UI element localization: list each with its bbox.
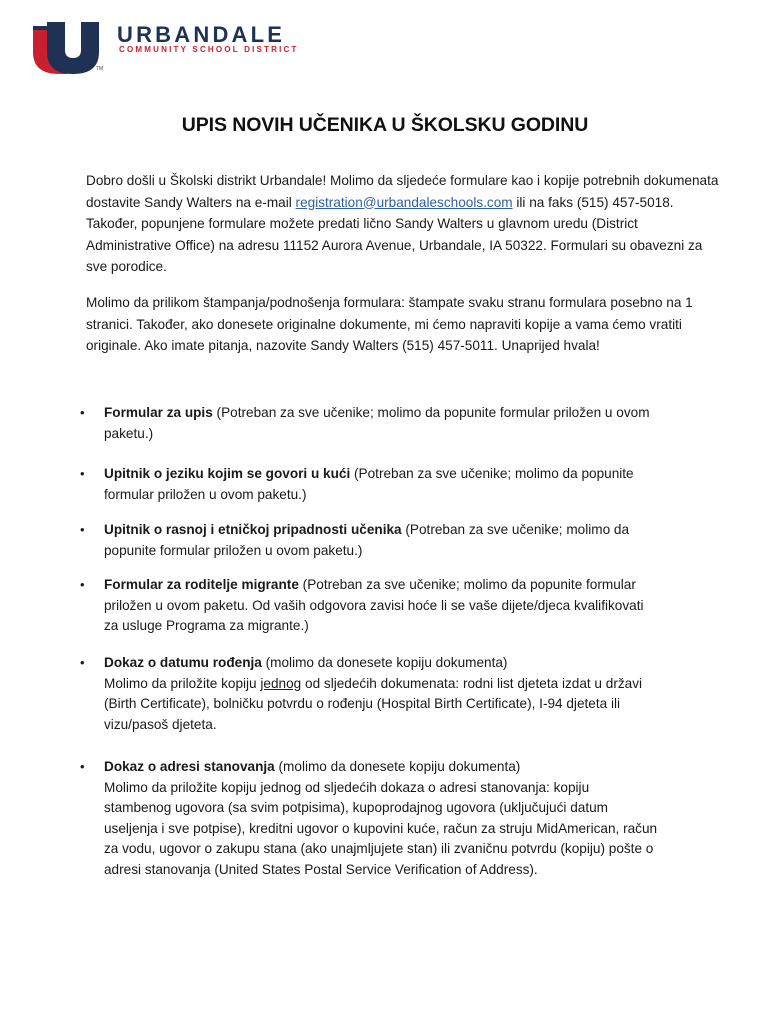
- item-title: Upitnik o jeziku kojim se govori u kući: [104, 466, 351, 481]
- item-title: Dokaz o datumu rođenja: [104, 655, 262, 670]
- bullet-icon: •: [80, 655, 85, 670]
- intro-text-2: ili na faks (515) 457-5018. Također, popunjene formulare možete predati lično Sandy Walters u glavnom uredu (District Administrative Office) na adresu 11152 Aurora Avenue, Urbandale, IA 50322. Formulari su obavezni za sve porodice.: [86, 194, 703, 274]
- item-detail-post: od sljedećih dokumenata: rodni list djeteta izdat u državi (Birth Certificate), bolničku potvrdu o rođenju (Hospital Birth Certificate), I-94 djeteta ili vizu/pasoš djeteta.: [104, 675, 643, 732]
- bullet-icon: •: [80, 759, 85, 774]
- item-title: Formular za upis: [104, 405, 213, 420]
- item-text: (Potreban za sve učenike; molimo da popunite formular priložen u ovom paketu.): [104, 405, 650, 441]
- item-detail-pre: Molimo da priložite kopiju: [104, 675, 261, 691]
- instructions-paragraph: Molimo da prilikom štampanja/podnošenja formulara: štampate svaku stranu formulara posebno na 1 stranici. Također, ako donesete originalne dokumente, mi ćemo napraviti kopije a vama ćemo vratiti originale. Ako imate pitanja, nazovite Sandy Walters (515) 457-5011. Unaprijed hvala!: [86, 295, 693, 353]
- urbandale-u-logo-icon: [33, 22, 105, 74]
- trademark-mark: TM: [96, 66, 104, 72]
- item-text: (molimo da donesete kopiju dokumenta): [261, 655, 508, 670]
- list-item: [80, 575, 660, 637]
- bullet-icon: •: [80, 405, 85, 420]
- item-title: Upitnik o rasnoj i etničkoj pripadnosti učenika: [104, 522, 402, 537]
- item-detail: Molimo da priložite kopiju jednog od sljedećih dokaza o adresi stanovanja: kopiju stambenog ugovora (sa svim potpisima), kupoprodajnog ugovora (uključujući datum useljenja i sve potpise), kreditni ugovor o kupovini kuće, račun za struju MidAmerican, račun za vodu, ugovor o zakupu stana (ako unajmljujete stan) ili zvaničnu potvrdu (kopiju) pošte o adresi stanovanja (United States Postal Service Verification of Address).: [104, 779, 658, 877]
- bullet-icon: •: [80, 466, 85, 481]
- bullet-icon: •: [80, 522, 85, 537]
- list-item: [80, 464, 660, 505]
- registration-email-link[interactable]: registration@urbandaleschools.com: [295, 194, 513, 210]
- list-item: [80, 403, 660, 444]
- item-text: (molimo da donesete kopiju dokumenta): [274, 759, 521, 774]
- list-item: [80, 757, 660, 880]
- item-detail-underlined: jednog: [260, 675, 302, 691]
- logo-wordmark: URBANDALE: [117, 22, 286, 47]
- intro-paragraph: [86, 170, 726, 278]
- logo-subtitle: COMMUNITY SCHOOL DISTRICT: [119, 45, 299, 54]
- bullet-icon: •: [80, 577, 85, 592]
- list-item: [80, 653, 660, 735]
- item-text: (Potreban za sve učenike; molimo da popunite formular priložen u ovom paketu. Od vaših odgovora zavisi hoće li se vaše dijete/djeca kvalifikovati za usluge Programa za migrante.): [104, 577, 644, 633]
- item-text: (Potreban za sve učenike; molimo da popunite formular priložen u ovom paketu.): [104, 522, 630, 558]
- item-title: Dokaz o adresi stanovanja: [104, 759, 275, 774]
- district-logo: [33, 22, 303, 74]
- intro-text-1: Dobro došli u Školski distrikt Urbandale! Molimo da sljedeće formulare kao i kopije potrebnih dokumenata dostavite Sandy Walters na e-mail: [86, 173, 719, 210]
- page-title: UPIS NOVIH UČENIKA U ŠKOLSKU GODINU: [181, 114, 589, 136]
- item-title: Formular za roditelje migrante: [104, 577, 299, 592]
- list-item: [80, 520, 660, 561]
- item-text: (Potreban za sve učenike; molimo da popunite formular priložen u ovom paketu.): [104, 466, 634, 502]
